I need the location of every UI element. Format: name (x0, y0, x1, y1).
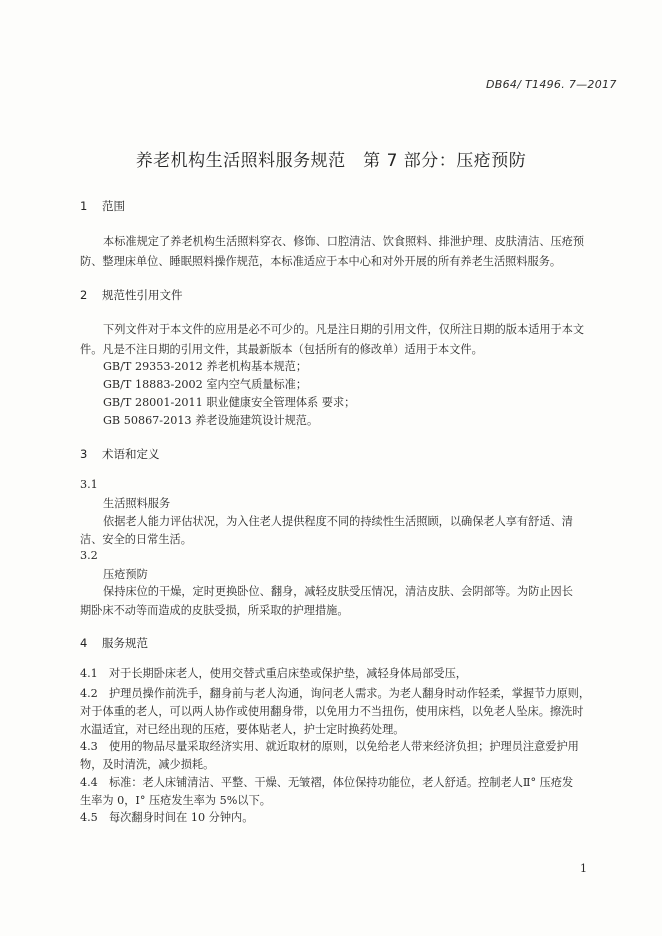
term-name: 压疮预防 (103, 568, 148, 581)
section-number: 2 (80, 288, 88, 302)
rule-4-1: 4.1 对于长期卧床老人，使用交替式重启床垫或保护垫，减轻身体局部受压， (80, 667, 467, 680)
rule-4-3-line-2: 物，及时清洗，减少损耗。 (80, 758, 215, 771)
reference-item: GB/T 18883-2002 室内空气质量标准； (103, 378, 308, 391)
section-title: 范围 (102, 199, 125, 213)
rule-4-4-line-2: 生率为 0，Ⅰ° 压疮发生率为 5%以下。 (80, 794, 271, 807)
references-paragraph-line-2: 件。凡是不注日期的引用文件，其最新版本（包括所有的修改单）适用于本文件。 (80, 343, 483, 356)
section-heading-terms (80, 446, 160, 462)
term-definition-line-1: 依据老人能力评估状况，为入住老人提供程度不同的持续性生活照顾，以确保老人享有舒适、清 (103, 515, 573, 528)
section-number: 3 (80, 447, 88, 461)
reference-item: GB/T 28001-2011 职业健康安全管理体系 要求； (103, 396, 356, 409)
scope-paragraph-line-2: 防、整理床单位、睡眠照料操作规范，本标准适应于本中心和对外开展的所有养老生活照料服务。 (80, 255, 562, 268)
page-title: 养老机构生活照料服务规范 第 7 部分：压疮预防 (135, 151, 527, 171)
section-title: 规范性引用文件 (102, 288, 183, 302)
section-heading-references (80, 287, 183, 303)
section-number: 4 (80, 636, 88, 650)
term-definition-line-2: 洁、安全的日常生活。 (80, 533, 192, 546)
term-number: 3.2 (80, 549, 98, 562)
rule-4-5: 4.5 每次翻身时间在 10 分钟内。 (80, 811, 254, 824)
section-title: 术语和定义 (102, 447, 160, 461)
section-number: 1 (80, 199, 88, 213)
section-heading-scope (80, 198, 125, 214)
reference-item: GB 50867-2013 养老设施建筑设计规范。 (103, 414, 319, 427)
rule-4-2-line-3: 水温适宜，对已经出现的压疮，要体贴老人，护士定时换药处理。 (80, 723, 405, 736)
rule-4-4-line-1: 4.4 标准：老人床铺清洁、平整、干燥、无皱褶，体位保持功能位，老人舒适。控制老人Ⅱ° 压疮发 (80, 776, 574, 789)
term-definition-line-1: 保持床位的干燥，定时更换卧位、翻身，减轻皮肤受压情况，清洁皮肤、会阴部等。为防止因长 (103, 585, 573, 598)
section-heading-service-rules (80, 635, 148, 651)
rule-4-2-line-1: 4.2 护理员操作前洗手，翻身前与老人沟通，询问老人需求。为老人翻身时动作轻柔，掌握节力原则， (80, 687, 591, 700)
scope-paragraph-line-1: 本标准规定了养老机构生活照料穿衣、修饰、口腔清洁、饮食照料、排泄护理、皮肤清洁、压疮预 (103, 235, 585, 248)
page-number: 1 (580, 862, 587, 875)
term-name: 生活照料服务 (103, 497, 171, 510)
rule-4-2-line-2: 对于体重的老人，可以两人协作或使用翻身带，以免用力不当扭伤，使用床档，以免老人坠床。擦洗时 (80, 705, 584, 718)
term-definition-line-2: 期卧床不动等而造成的皮肤受损，所采取的护理措施。 (80, 604, 349, 617)
references-paragraph-line-1: 下列文件对于本文件的应用是必不可少的。凡是注日期的引用文件，仅所注日期的版本适用于本文 (103, 323, 585, 336)
section-title: 服务规范 (102, 636, 148, 650)
document-code: DB64/ T1496. 7—2017 (486, 78, 617, 91)
rule-4-3-line-1: 4.3 使用的物品尽量采取经济实用、就近取材的原则，以免给老人带来经济负担；护理员注意爱护用 (80, 740, 579, 753)
reference-item: GB/T 29353-2012 养老机构基本规范； (103, 360, 308, 373)
term-number: 3.1 (80, 478, 98, 491)
